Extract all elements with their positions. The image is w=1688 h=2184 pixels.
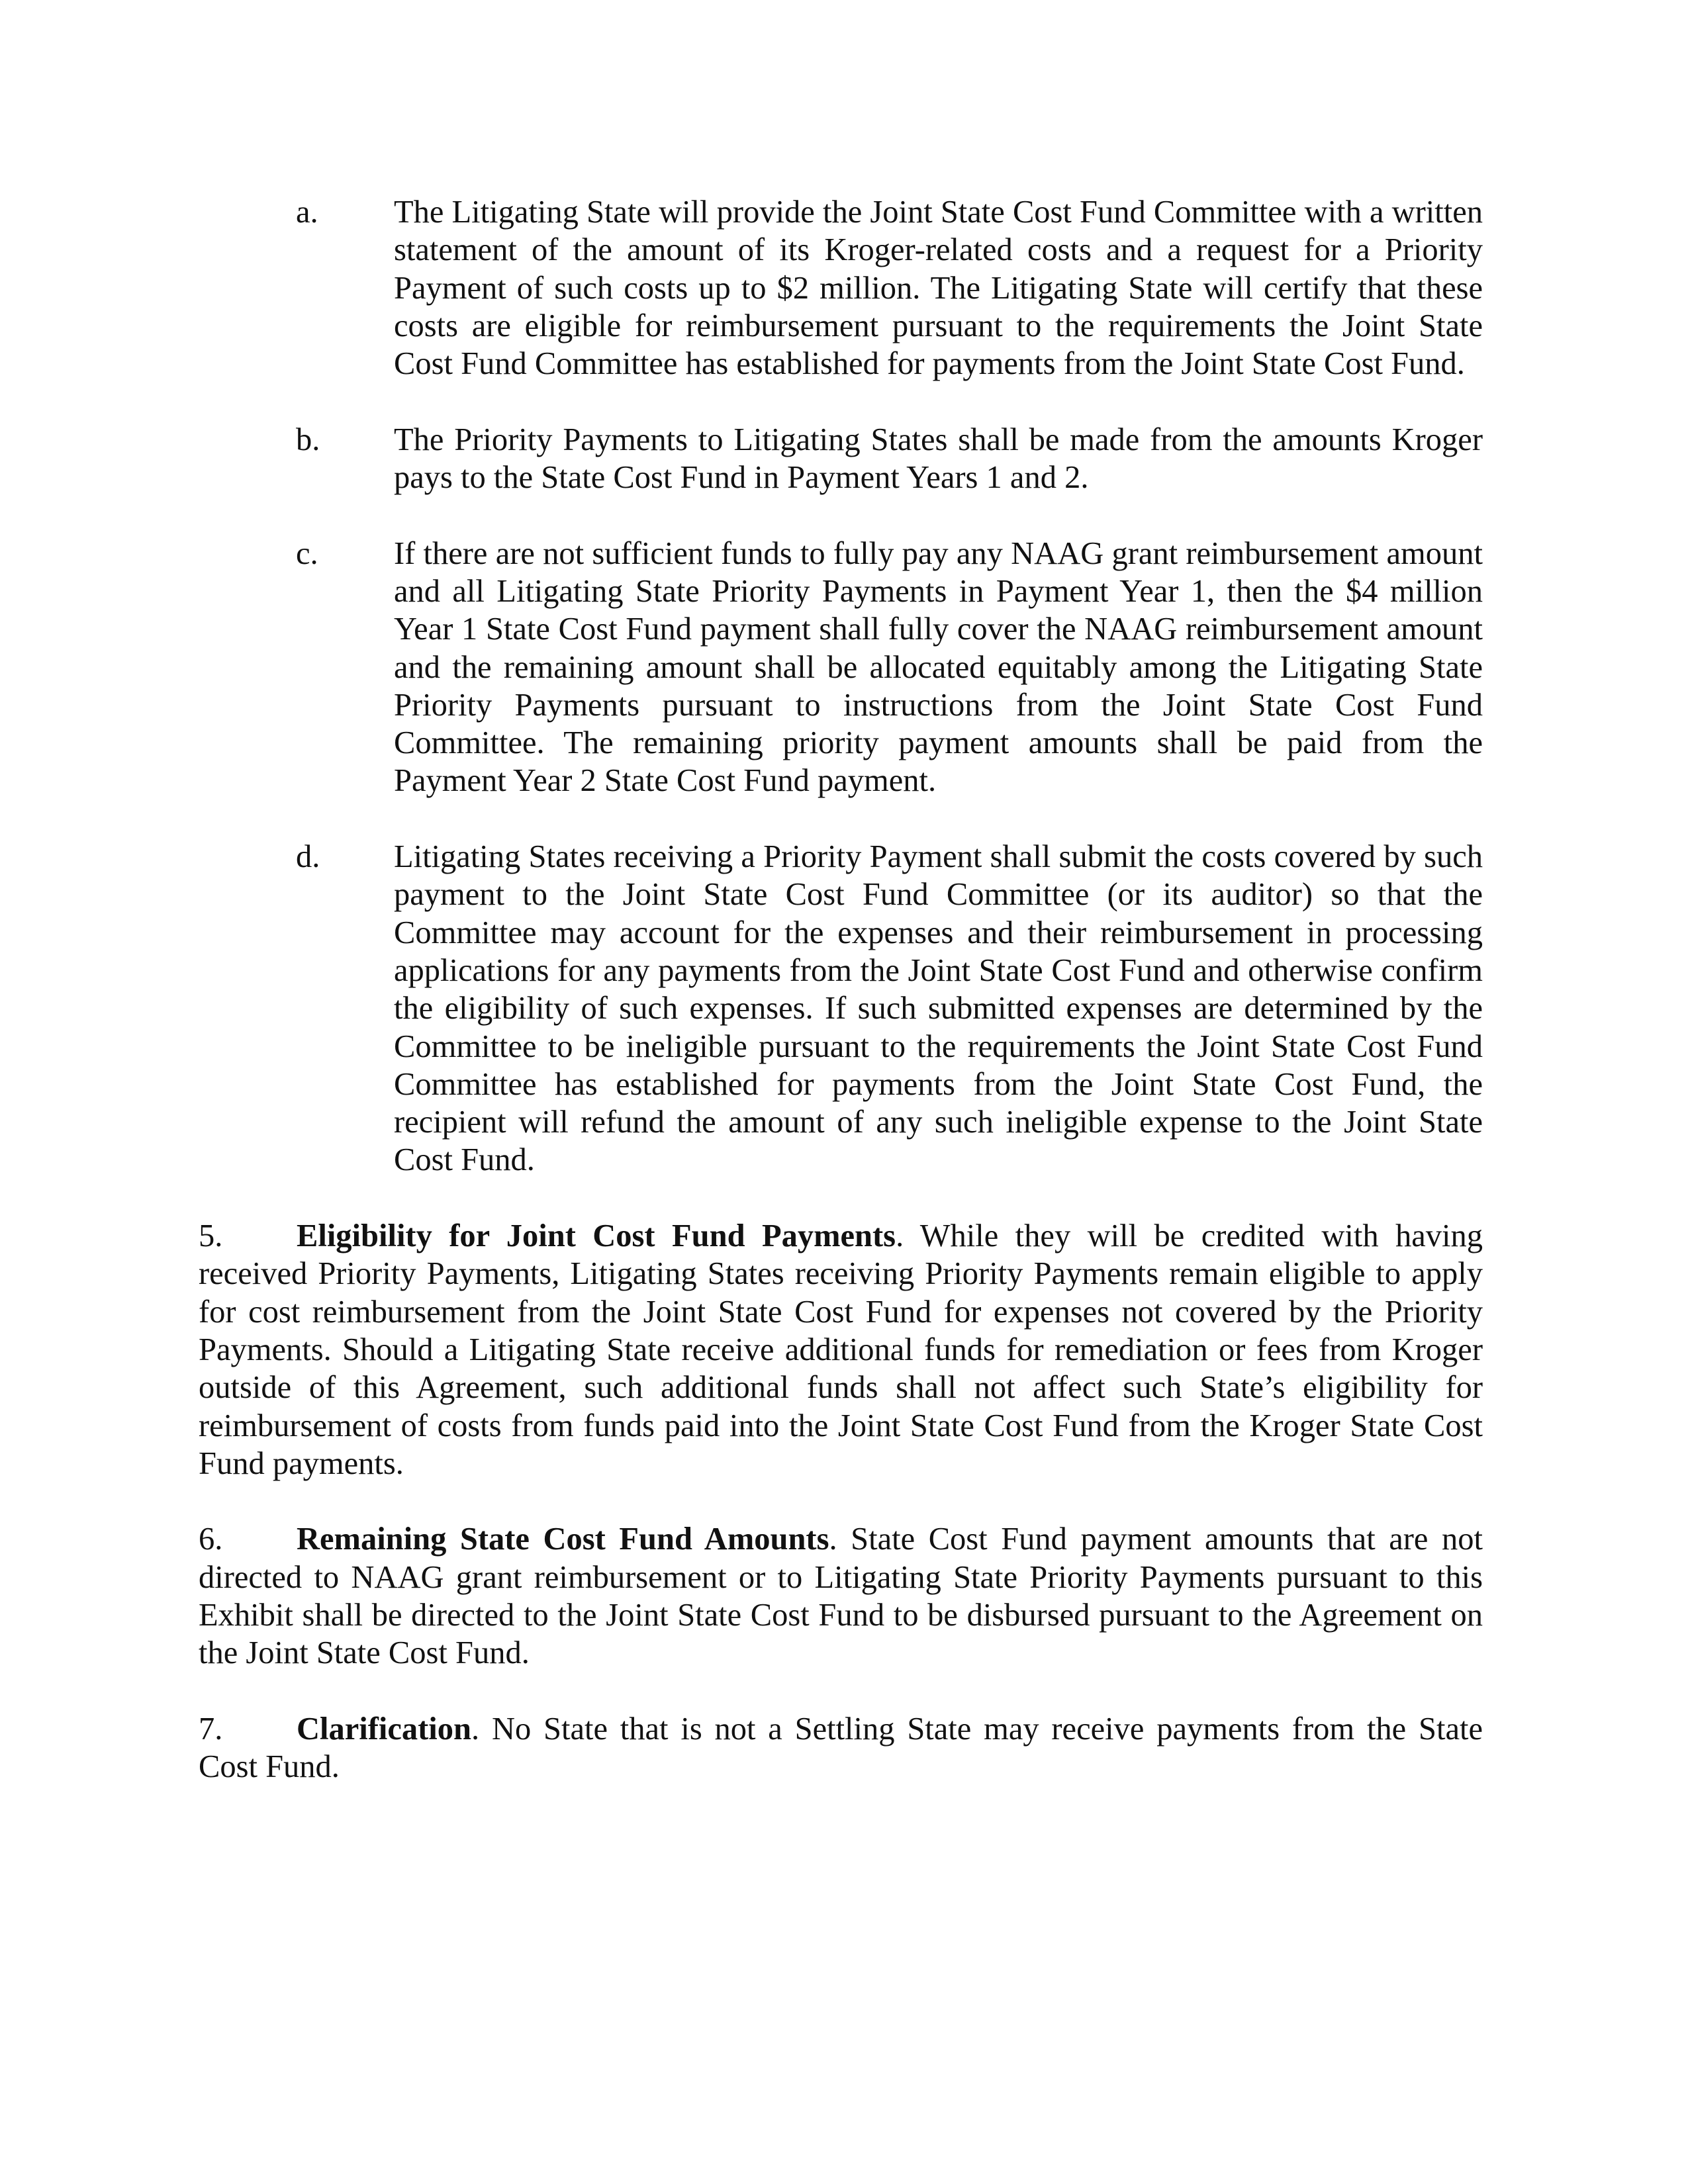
section-body: . While they will be credited with having received Priority Payments, Litigating States receiving Priority Payments remain eligible to apply for cost reimbursement from the Joint State Cost Fund for expenses not covered by the Priority Payments. Should a Litigating State receive additional funds for remediation or fees from Kroger outside of this Agreement, such additional funds shall not affect such State’s eligibility for reimbursement of costs from funds paid into the Joint State Cost Fund from the Kroger State Cost Fund payments. — [199, 1218, 1483, 1481]
section-body: . No State that is not a Settling State may receive payments from the State Cost Fund. — [199, 1711, 1483, 1785]
sub-item-marker: b. — [296, 422, 320, 457]
section-title: Clarification — [297, 1711, 472, 1747]
sub-item-b — [296, 421, 1483, 497]
sub-item-text: The Litigating State will provide the Joint State Cost Fund Committee with a written statement of the amount of its Kroger-related costs and a request for a Priority Payment of such costs up to $2 million. The Litigating State will certify that these costs are eligible for reimbursement pursuant to the requirements the Joint State Cost Fund Committee has established for payments from the Joint State Cost Fund. — [394, 195, 1483, 382]
sub-item-marker: a. — [296, 195, 318, 230]
section-number: 7. — [199, 1711, 223, 1747]
section-title: Remaining State Cost Fund Amounts — [297, 1522, 829, 1557]
sub-item-text: If there are not sufficient funds to fully pay any NAAG grant reimbursement amount and all Litigating State Priority Payments in Payment Year 1, then the $4 million Year 1 State Cost Fund payment shall fully cover the NAAG reimbursement amount and the remaining amount shall be allocated equitably among the Litigating State Priority Payments pursuant to instructions from the Joint State Cost Fund Committee. The remaining priority payment amounts shall be paid from the Payment Year 2 State Cost Fund payment. — [394, 535, 1483, 799]
section-7 — [199, 1710, 1483, 1786]
section-number: 6. — [199, 1522, 223, 1557]
document-page — [199, 193, 1483, 1824]
sub-item-c — [296, 535, 1483, 800]
sub-item-a — [296, 193, 1483, 383]
section-number: 5. — [199, 1218, 223, 1254]
section-title: Eligibility for Joint Cost Fund Payments — [297, 1218, 896, 1254]
sub-item-text: The Priority Payments to Litigating States shall be made from the amounts Kroger pays to the State Cost Fund in Payment Years 1 and 2. — [394, 422, 1483, 496]
sub-item-text: Litigating States receiving a Priority Payment shall submit the costs covered by such payment to the Joint State Cost Fund Committee (or its auditor) so that the Committee may account for the expenses and their reimbursement in processing applications for any payments from the Joint State Cost Fund and otherwise confirm the eligibility of such expenses. If such submitted expenses are determined by the Committee to be ineligible pursuant to the requirements the Joint State Cost Fund Committee has established for payments from the Joint State Cost Fund, the recipient will refund the amount of any such ineligible expense to the Joint State Cost Fund. — [394, 839, 1483, 1178]
section-5 — [199, 1217, 1483, 1482]
sub-item-marker: c. — [296, 535, 318, 571]
sub-item-marker: d. — [296, 839, 320, 875]
section-body: . State Cost Fund payment amounts that are not directed to NAAG grant reimbursement or to Litigating State Priority Payments pursuant to this Exhibit shall be directed to the Joint State Cost Fund to be disbursed pursuant to the Agreement on the Joint State Cost Fund. — [199, 1522, 1483, 1671]
sub-item-d — [296, 838, 1483, 1179]
section-6 — [199, 1520, 1483, 1672]
